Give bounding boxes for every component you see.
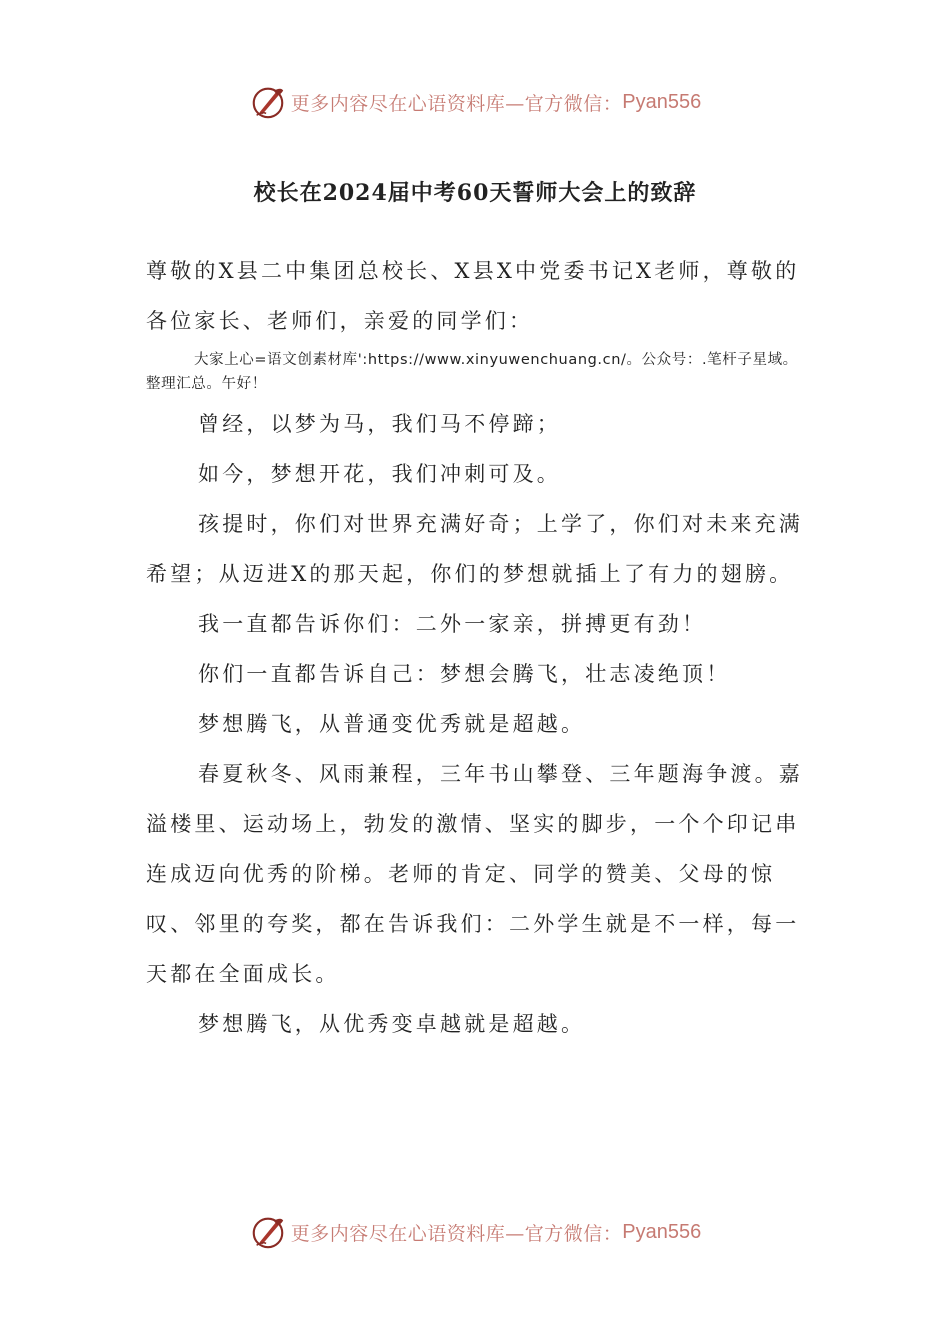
quill-pen-logo-icon: [249, 1213, 287, 1251]
banner-text: 更多内容尽在心语资料库—官方微信：: [290, 92, 623, 115]
banner-wechat-handle: Pyan556: [622, 90, 702, 113]
footer-banner: [0, 1212, 950, 1252]
quill-pen-logo-icon: [249, 83, 287, 121]
paragraph-2: 如今，梦想开花，我们冲刺可及。: [198, 462, 561, 486]
paragraph-7: 春夏秋冬、风雨兼程，三年书山攀登、三年题海争渡。嘉溢楼里、运动场上，勃发的激情、坚实的脚步，一个个印记串连成迈向优秀的阶梯。老师的肯定、同学的赞美、父母的惊叹、邻里的夸奖，都在告诉我们：二外学生就是不一样，每一天都在全面成长。: [146, 762, 803, 986]
salutation: 尊敬的X县二中集团总校长、X县X中党委书记X老师，尊敬的各位家长、老师们，亲爱的同学们：: [146, 259, 800, 333]
paragraph-4: 我一直都告诉你们：二外一家亲，拼搏更有劲！: [198, 612, 707, 636]
paragraph-1: 曾经，以梦为马，我们马不停蹄；: [198, 412, 561, 436]
paragraph-3: 孩提时，你们对世界充满好奇；上学了，你们对未来充满希望；从迈进X的那天起，你们的梦想就插上了有力的翅膀。: [146, 512, 803, 586]
paragraph-5: 你们一直都告诉自己：梦想会腾飞，壮志凌绝顶！: [198, 662, 731, 686]
document-title: 校长在2024届中考60天誓师大会上的致辞: [253, 180, 697, 206]
document-body: [146, 246, 806, 1049]
banner-text: 更多内容尽在心语资料库—官方微信：: [290, 1222, 623, 1245]
paragraph-8: 梦想腾飞，从优秀变卓越就是超越。: [198, 1012, 586, 1036]
source-note: 大家上心=语文创素材库':https://www.xinyuwenchuang.cn/。公众号：.笔杆子星域。整理汇总。午好！: [146, 352, 798, 392]
banner-wechat-handle: Pyan556: [622, 1220, 702, 1243]
paragraph-6: 梦想腾飞，从普通变优秀就是超越。: [198, 712, 586, 736]
header-banner: [0, 82, 950, 122]
